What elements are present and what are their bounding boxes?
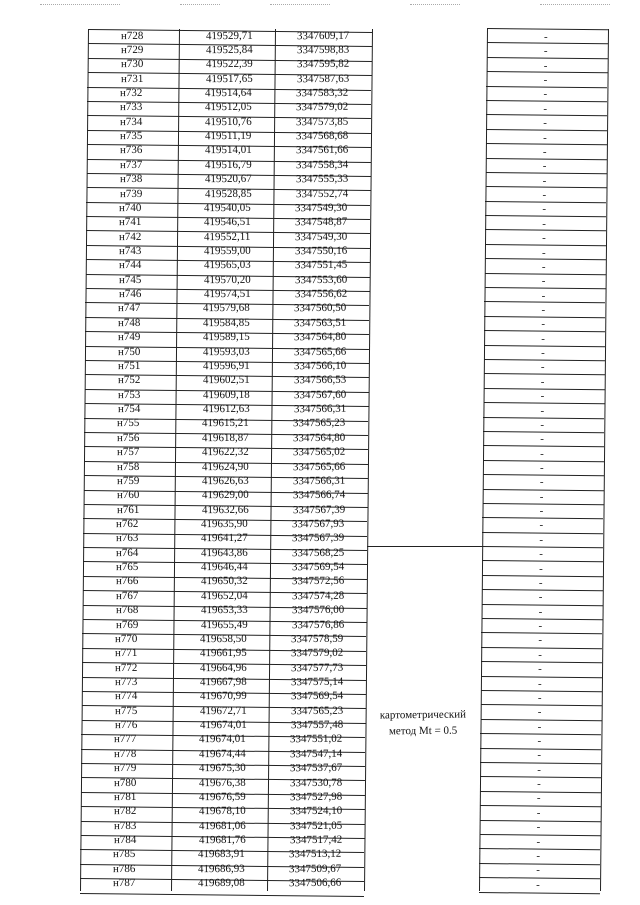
dash-cell: - (537, 706, 542, 719)
point-name-cell: н756 (117, 431, 140, 444)
point-name-cell: н786 (113, 862, 136, 875)
y-coordinate-cell: 3347555,33 (295, 172, 348, 186)
accuracy-method-note (368, 707, 478, 740)
y-coordinate-cell: 3347548,87 (295, 215, 348, 229)
x-coordinate-cell: 419670,99 (199, 690, 247, 703)
dash-cell: - (539, 490, 544, 503)
table-row-line (485, 244, 606, 246)
point-name-cell: н780 (114, 776, 137, 789)
x-coordinate-cell: 419624,90 (201, 460, 249, 473)
y-coordinate-cell: 3347521,05 (289, 819, 342, 832)
table-row-line (483, 503, 604, 505)
method-accuracy-line: метод Mt = 0.5 (388, 724, 458, 738)
point-name-cell: н751 (117, 359, 141, 373)
point-name-cell: н728 (120, 29, 144, 42)
point-name-cell: н734 (120, 115, 143, 128)
dash-cell: - (538, 605, 543, 618)
point-name-cell: н732 (120, 86, 143, 100)
y-coordinate-cell: 3347583,32 (296, 86, 349, 100)
point-name-cell: н764 (116, 546, 139, 559)
table-row-line (484, 402, 605, 404)
dash-cell: - (542, 232, 546, 245)
point-name-cell: н773 (114, 675, 138, 689)
dash-cell: - (537, 691, 542, 704)
table-row-line (483, 489, 604, 491)
y-coordinate-cell: 3347530,78 (290, 776, 343, 789)
y-coordinate-cell: 3347537,67 (290, 761, 343, 775)
y-coordinate-cell: 3347587,63 (296, 72, 349, 85)
table-vertical-line (364, 29, 373, 891)
y-coordinate-cell: 3347565,66 (294, 345, 347, 358)
point-name-cell: н777 (114, 733, 137, 746)
x-coordinate-cell: 419676,59 (198, 790, 246, 804)
x-coordinate-cell: 419675,30 (199, 761, 246, 775)
dash-cell: - (544, 31, 548, 43)
point-name-cell: н770 (115, 632, 138, 646)
dash-cell: - (540, 418, 545, 431)
x-coordinate-cell: 419652,04 (200, 589, 248, 603)
y-coordinate-cell: 3347560,50 (294, 302, 347, 315)
y-coordinate-cell: 3347567,39 (292, 532, 345, 545)
x-coordinate-cell: 419525,84 (205, 43, 253, 57)
dash-cell: - (538, 591, 543, 604)
x-coordinate-cell: 419574,51 (203, 287, 251, 301)
y-coordinate-cell: 3347572,56 (291, 575, 345, 588)
x-coordinate-cell: 419646,44 (201, 560, 248, 574)
dash-cell: - (539, 533, 543, 546)
point-name-cell: н740 (119, 201, 142, 215)
table-row-line (80, 893, 364, 897)
x-coordinate-cell: 419579,68 (203, 302, 251, 315)
y-coordinate-cell: 3347578,59 (291, 632, 344, 646)
dash-cell: - (542, 246, 546, 259)
point-name-cell: н768 (115, 604, 139, 617)
y-coordinate-cell: 3347565,66 (292, 460, 346, 473)
scan-artifact (270, 4, 330, 8)
point-name-cell: н784 (113, 833, 136, 847)
point-name-cell: н747 (118, 302, 141, 315)
x-coordinate-cell: 419520,67 (204, 172, 252, 186)
x-coordinate-cell: 419664,96 (200, 661, 247, 674)
y-coordinate-cell: 3347553,60 (294, 273, 348, 286)
y-coordinate-cell: 3347557,48 (290, 718, 343, 732)
y-coordinate-cell: 3347609,17 (296, 29, 350, 42)
x-coordinate-cell: 419615,21 (202, 417, 250, 430)
dash-cell: - (542, 160, 547, 173)
y-coordinate-cell: 3347565,23 (293, 417, 346, 430)
scan-artifact (540, 4, 610, 8)
point-name-cell: н774 (114, 690, 138, 703)
dash-cell: - (542, 217, 546, 230)
x-coordinate-cell: 419609,18 (202, 388, 250, 401)
x-coordinate-cell: 419522,39 (205, 57, 253, 71)
x-coordinate-cell: 419528,85 (204, 187, 252, 200)
y-coordinate-cell: 3347509,67 (289, 862, 342, 876)
x-coordinate-cell: 419529,71 (205, 29, 253, 42)
dash-cell: - (540, 390, 545, 403)
y-coordinate-cell: 3347565,23 (290, 704, 344, 717)
dash-cell: - (541, 260, 546, 273)
point-name-cell: н744 (118, 259, 142, 272)
point-name-cell: н754 (117, 402, 140, 416)
x-coordinate-cell: 419517,65 (205, 72, 253, 85)
point-name-cell: н776 (114, 718, 138, 732)
dash-cell: - (541, 303, 546, 316)
point-name-cell: н739 (119, 187, 142, 200)
point-name-cell: н749 (118, 331, 141, 344)
x-coordinate-cell: 419667,98 (199, 675, 247, 689)
point-name-cell: н781 (113, 790, 137, 804)
point-name-cell: н737 (119, 158, 143, 171)
point-name-cell: н745 (118, 273, 142, 286)
dash-cell: - (542, 174, 547, 187)
dash-cell: - (542, 145, 547, 158)
dash-cell: - (540, 404, 545, 417)
dash-cell: - (540, 361, 545, 374)
y-coordinate-cell: 3347598,83 (296, 43, 350, 57)
point-name-cell: н729 (120, 43, 144, 56)
point-name-cell: н760 (116, 489, 140, 502)
point-name-cell: н752 (117, 374, 141, 387)
point-name-cell: н759 (116, 474, 140, 487)
x-coordinate-cell: 419510,76 (205, 115, 252, 128)
dash-cell: - (540, 462, 544, 474)
x-coordinate-cell: 419674,44 (199, 747, 247, 761)
table-vertical-line (267, 29, 276, 891)
y-coordinate-cell: 3347558,34 (295, 158, 349, 172)
dash-cell: - (537, 763, 541, 776)
x-coordinate-cell: 419512,05 (205, 101, 253, 114)
y-coordinate-cell: 3347550,16 (294, 244, 348, 258)
y-coordinate-cell: 3347569,54 (292, 560, 345, 574)
dash-cell: - (541, 318, 545, 331)
dash-cell: - (537, 749, 541, 762)
scan-artifact (180, 4, 220, 8)
dash-cell: - (539, 548, 543, 561)
point-name-cell: н772 (115, 661, 138, 674)
y-coordinate-cell: 3347552,74 (295, 187, 348, 200)
point-name-cell: н757 (117, 446, 140, 459)
point-name-cell: н783 (113, 819, 137, 832)
x-coordinate-cell: 419661,95 (200, 647, 248, 660)
dash-cell: - (537, 778, 541, 791)
y-coordinate-cell: 3347569,54 (290, 690, 344, 703)
point-name-cell: н742 (119, 230, 142, 243)
dash-cell: - (541, 275, 546, 288)
y-coordinate-cell: 3347564,80 (294, 330, 347, 344)
x-coordinate-cell: 419681,76 (198, 833, 246, 847)
dash-cell: - (538, 576, 543, 589)
y-coordinate-cell: 3347565,02 (293, 445, 346, 459)
point-name-cell: н766 (115, 575, 139, 588)
table-vertical-line (171, 29, 180, 891)
point-name-cell: н746 (118, 287, 142, 301)
table-row-line (487, 71, 608, 73)
y-coordinate-cell: 3347564,80 (293, 431, 346, 445)
dash-cell: - (543, 131, 547, 144)
table-row-line (482, 604, 603, 606)
table-row-line (486, 129, 607, 131)
x-coordinate-cell: 419602,51 (202, 374, 250, 387)
point-name-cell: н767 (115, 589, 139, 602)
point-name-cell: н736 (119, 144, 143, 157)
y-coordinate-cell: 3347517,42 (289, 833, 342, 847)
y-coordinate-cell: 3347595,82 (296, 57, 350, 71)
table-row-line (485, 215, 606, 217)
x-coordinate-cell: 419593,03 (203, 345, 250, 358)
y-coordinate-cell: 3347568,25 (292, 546, 345, 559)
point-name-cell: н775 (114, 704, 138, 717)
scan-artifact (40, 4, 120, 8)
dash-cell: - (539, 562, 543, 575)
y-coordinate-cell: 3347576,00 (291, 603, 344, 617)
dash-cell: - (539, 505, 544, 518)
dash-cell: - (538, 634, 543, 647)
point-name-cell: н762 (116, 517, 139, 531)
x-coordinate-cell: 419626,63 (201, 474, 249, 488)
table-row-line (486, 100, 607, 102)
point-name-cell: н730 (120, 58, 144, 71)
x-coordinate-cell: 419643,86 (201, 546, 248, 559)
point-name-cell: н779 (114, 762, 137, 775)
point-name-cell: н753 (117, 388, 141, 401)
point-name-cell: н741 (119, 216, 142, 229)
point-name-cell: н755 (117, 417, 140, 430)
dash-cell: - (543, 59, 548, 72)
point-name-cell: н765 (116, 560, 139, 574)
table-row-line (482, 618, 603, 620)
x-coordinate-cell: 419570,20 (203, 273, 251, 286)
x-coordinate-cell: 419618,87 (202, 431, 250, 445)
y-coordinate-cell: 3347577,73 (291, 661, 344, 674)
point-name-cell: н761 (116, 503, 140, 516)
table-row-line (487, 57, 608, 59)
y-coordinate-cell: 3347576,86 (291, 618, 344, 631)
y-coordinate-cell: 3347566,31 (292, 474, 346, 488)
y-coordinate-cell: 3347566,31 (293, 402, 346, 416)
dash-cell: - (540, 447, 544, 460)
point-name-cell: н782 (113, 805, 137, 818)
x-coordinate-cell: 419514,64 (205, 86, 253, 100)
dash-cell: - (542, 189, 547, 202)
dash-cell: - (541, 289, 546, 302)
y-coordinate-cell: 3347563,51 (294, 316, 347, 330)
dash-cell: - (536, 821, 541, 834)
table-row-line (485, 273, 606, 275)
dash-cell: - (542, 203, 547, 216)
x-coordinate-cell: 419552,11 (204, 230, 251, 243)
y-coordinate-cell: 3347568,68 (296, 129, 349, 143)
dash-cell: - (536, 792, 541, 805)
point-name-cell: н778 (114, 747, 137, 760)
y-coordinate-cell: 3347513,12 (289, 848, 342, 861)
x-coordinate-cell: 419511,19 (205, 129, 252, 143)
x-coordinate-cell: 419676,38 (199, 776, 246, 789)
x-coordinate-cell: 419674,01 (199, 733, 247, 746)
dash-cell: - (536, 806, 541, 819)
point-name-cell: н769 (115, 618, 138, 631)
y-coordinate-cell: 3347579,02 (291, 646, 344, 660)
dash-cell: - (538, 677, 542, 690)
point-name-cell: н785 (113, 848, 136, 861)
y-coordinate-cell: 3347547,14 (290, 747, 343, 761)
dash-cell: - (536, 849, 541, 862)
table-row-line (484, 388, 605, 390)
x-coordinate-cell: 419516,79 (204, 158, 252, 172)
method-name-line: картометрический (379, 708, 466, 722)
dash-cell: - (543, 102, 547, 115)
x-coordinate-cell: 419540,05 (204, 201, 252, 215)
x-coordinate-cell: 419565,03 (203, 259, 251, 272)
table-row-line (485, 287, 606, 289)
point-name-cell: н771 (115, 647, 138, 660)
point-name-cell: н735 (120, 129, 143, 143)
x-coordinate-cell: 419629,00 (201, 488, 249, 502)
dash-cell: - (543, 74, 548, 87)
table-row-line (482, 589, 603, 591)
x-coordinate-cell: 419686,93 (198, 862, 246, 876)
method-column-divider (367, 546, 482, 547)
dash-cell: - (539, 476, 544, 489)
table-row-line (479, 892, 600, 894)
point-name-cell: н748 (118, 316, 141, 329)
x-coordinate-cell: 419632,66 (201, 503, 249, 516)
point-name-cell: н738 (119, 173, 143, 186)
dash-cell: - (541, 332, 545, 345)
point-name-cell: н733 (120, 101, 143, 114)
x-coordinate-cell: 419653,33 (200, 603, 248, 617)
y-coordinate-cell: 3347549,30 (295, 201, 348, 215)
table-row-line (486, 186, 607, 188)
point-name-cell: н758 (116, 460, 140, 473)
y-coordinate-cell: 3347506,66 (289, 876, 342, 890)
y-coordinate-cell: 3347574,28 (291, 589, 345, 603)
y-coordinate-cell: 3347527,98 (289, 790, 343, 804)
x-coordinate-cell: 419546,51 (204, 216, 252, 229)
y-coordinate-cell: 3347561,66 (295, 144, 349, 157)
y-coordinate-cell: 3347566,53 (293, 374, 347, 387)
x-coordinate-cell: 419589,15 (203, 330, 250, 344)
dash-cell: - (537, 734, 542, 747)
dash-cell: - (543, 88, 548, 101)
x-coordinate-cell: 419681,06 (198, 819, 246, 832)
table-row-line (486, 172, 607, 174)
dash-cell: - (543, 45, 548, 58)
dash-cell: - (536, 835, 541, 848)
dash-cell: - (538, 663, 542, 676)
x-coordinate-cell: 419612,63 (202, 402, 250, 416)
y-coordinate-cell: 3347573,85 (296, 115, 349, 128)
y-coordinate-cell: 3347579,02 (296, 101, 349, 114)
x-coordinate-cell: 419674,01 (199, 718, 247, 732)
point-name-cell: н743 (118, 244, 142, 258)
x-coordinate-cell: 419596,91 (202, 359, 250, 373)
x-coordinate-cell: 419655,49 (200, 618, 248, 631)
y-coordinate-cell: 3347567,93 (292, 517, 345, 531)
dash-cell: - (537, 720, 542, 733)
point-name-cell: н731 (120, 72, 144, 85)
dash-cell: - (540, 375, 545, 388)
dash-cell: - (543, 117, 547, 130)
dash-cell: - (538, 620, 543, 633)
dash-cell: - (538, 648, 542, 661)
x-coordinate-cell: 419641,27 (201, 532, 249, 545)
y-coordinate-cell: 3347551,45 (294, 259, 348, 272)
x-coordinate-cell: 419514,01 (204, 144, 252, 157)
point-name-cell: н750 (118, 345, 141, 358)
x-coordinate-cell: 419635,90 (201, 517, 249, 531)
y-coordinate-cell: 3347567,39 (292, 503, 345, 516)
dash-cell: - (536, 878, 540, 891)
x-coordinate-cell: 419658,50 (200, 632, 248, 646)
x-coordinate-cell: 419622,32 (202, 445, 249, 459)
x-coordinate-cell: 419678,10 (198, 805, 246, 818)
point-name-cell: н787 (113, 877, 136, 890)
y-coordinate-cell: 3347556,62 (294, 287, 347, 301)
x-coordinate-cell: 419672,71 (199, 704, 247, 717)
y-coordinate-cell: 3347566,74 (292, 488, 346, 502)
table-row-line (487, 28, 608, 30)
scan-artifact (410, 4, 460, 8)
y-coordinate-cell: 3347575,14 (290, 675, 344, 689)
x-coordinate-cell: 419559,00 (203, 244, 251, 258)
dash-cell: - (540, 433, 544, 446)
x-coordinate-cell: 419650,32 (200, 575, 248, 588)
y-coordinate-cell: 3347566,10 (293, 359, 347, 373)
x-coordinate-cell: 419689,08 (198, 876, 245, 890)
dash-cell: - (539, 519, 544, 532)
dash-cell: - (536, 864, 540, 877)
y-coordinate-cell: 3347549,30 (295, 230, 348, 243)
y-coordinate-cell: 3347524,10 (289, 805, 343, 818)
point-name-cell: н763 (116, 532, 139, 545)
y-coordinate-cell: 3347551,02 (290, 733, 343, 746)
table-row-line (484, 373, 605, 375)
y-coordinate-cell: 3347567,60 (293, 388, 346, 401)
dash-cell: - (541, 347, 545, 360)
x-coordinate-cell: 419584,85 (203, 316, 251, 330)
x-coordinate-cell: 419683,91 (198, 848, 246, 861)
